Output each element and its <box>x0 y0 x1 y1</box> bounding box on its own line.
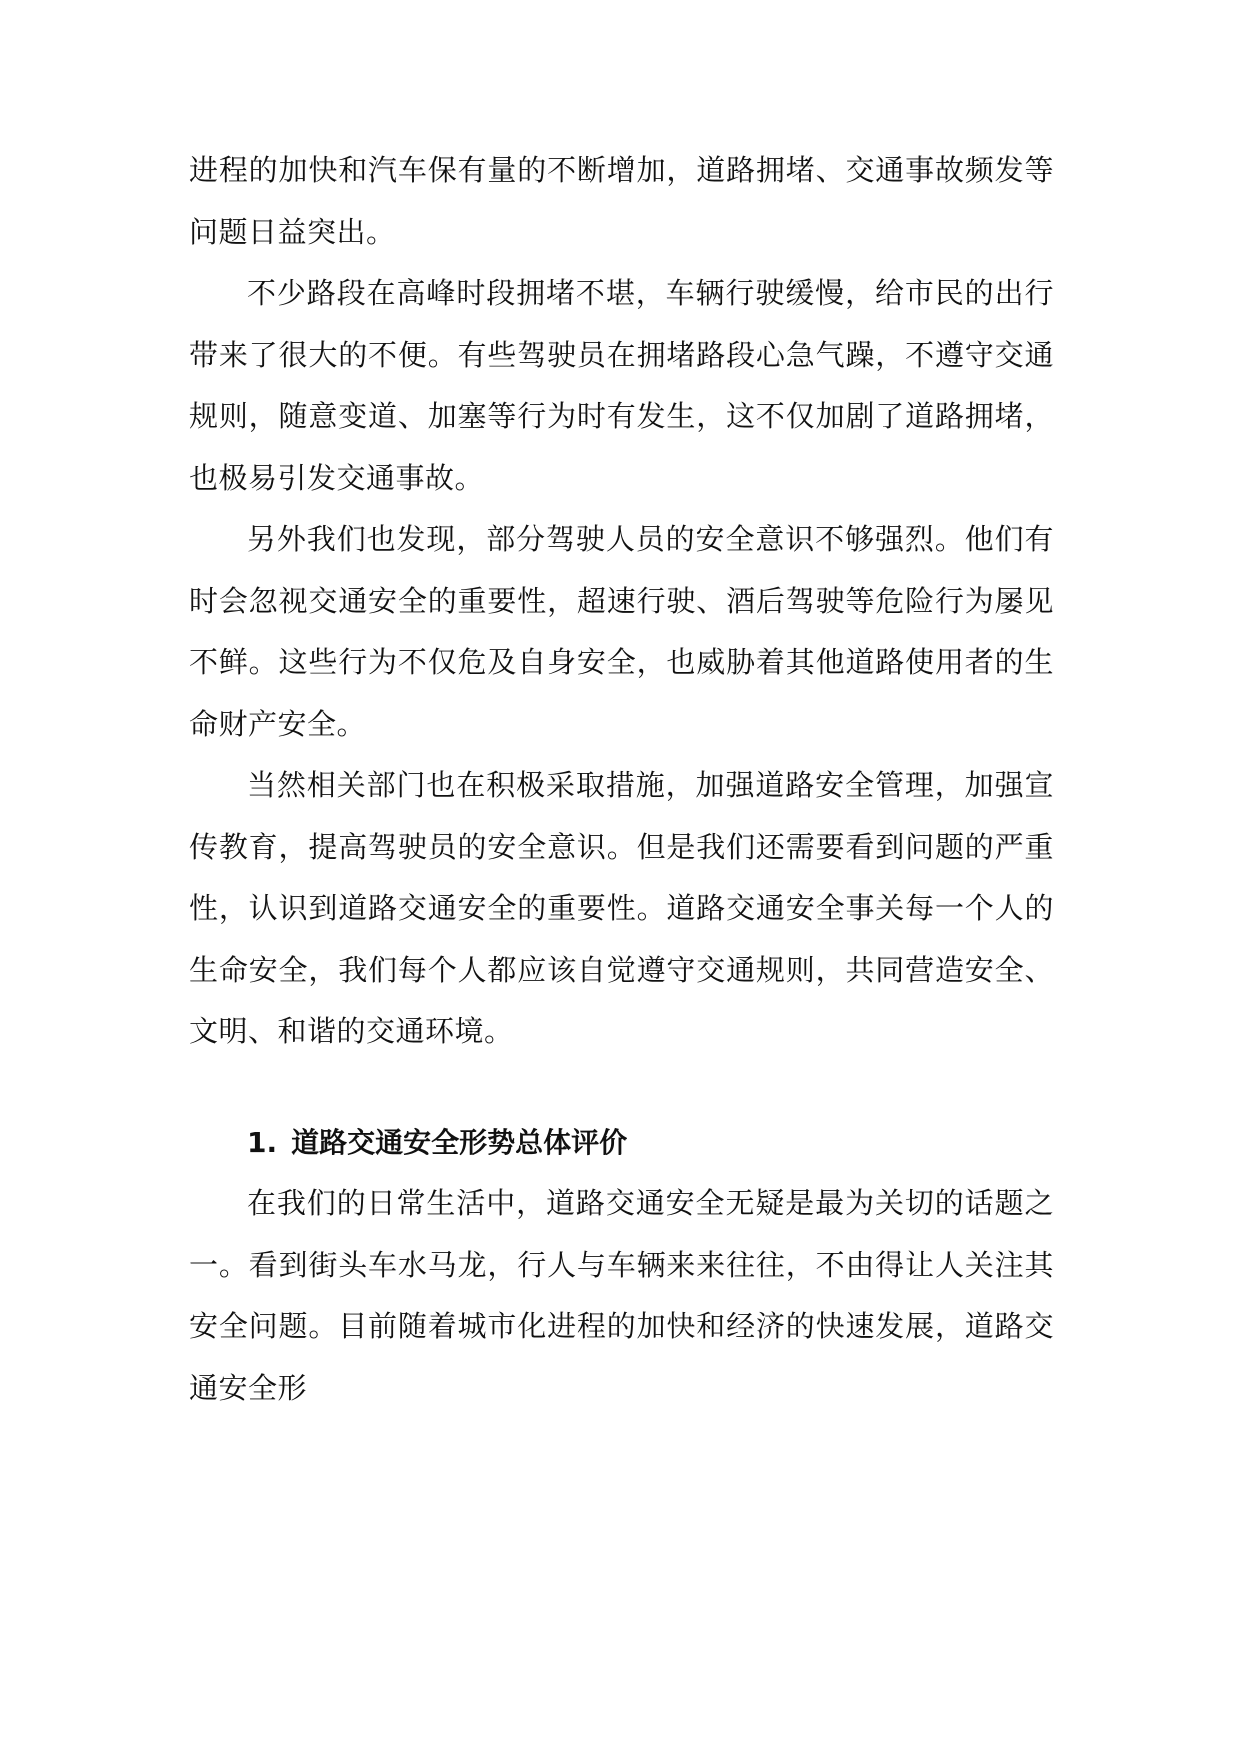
section-heading <box>189 1112 1054 1174</box>
section-title: 道路交通安全形势总体评价 <box>291 1125 628 1159</box>
section-number: 1. <box>247 1125 278 1159</box>
paragraph-congestion: 不少路段在高峰时段拥堵不堪，车辆行驶缓慢，给市民的出行带来了很大的不便。有些驾驶员在拥堵路段心急气躁，不遵守交通规则，随意变道、加塞等行为时有发生，这不仅加剧了道路拥堵，也极易引发交通事故。 <box>189 276 1054 495</box>
paragraph-overall-evaluation: 在我们的日常生活中，道路交通安全无疑是最为关切的话题之一。看到街头车水马龙，行人与车辆来来往往，不由得让人关注其安全问题。目前随着城市化进程的加快和经济的快速发展，道路交通安全形 <box>189 1186 1054 1405</box>
paragraph-measures: 当然相关部门也在积极采取措施，加强道路安全管理，加强宣传教育，提高驾驶员的安全意识。但是我们还需要看到问题的严重性，认识到道路交通安全的重要性。道路交通安全事关每一个人的生命安全，我们每个人都应该自觉遵守交通规则，共同营造安全、文明、和谐的交通环境。 <box>189 768 1054 1048</box>
paragraph-safety-awareness: 另外我们也发现，部分驾驶人员的安全意识不够强烈。他们有时会忽视交通安全的重要性，超速行驶、酒后驾驶等危险行为屡见不鲜。这些行为不仅危及自身安全，也威胁着其他道路使用者的生命财产安全。 <box>189 522 1054 741</box>
paragraph-continued: 进程的加快和汽车保有量的不断增加，道路拥堵、交通事故频发等问题日益突出。 <box>189 153 1054 249</box>
document-page <box>189 140 1054 1419</box>
